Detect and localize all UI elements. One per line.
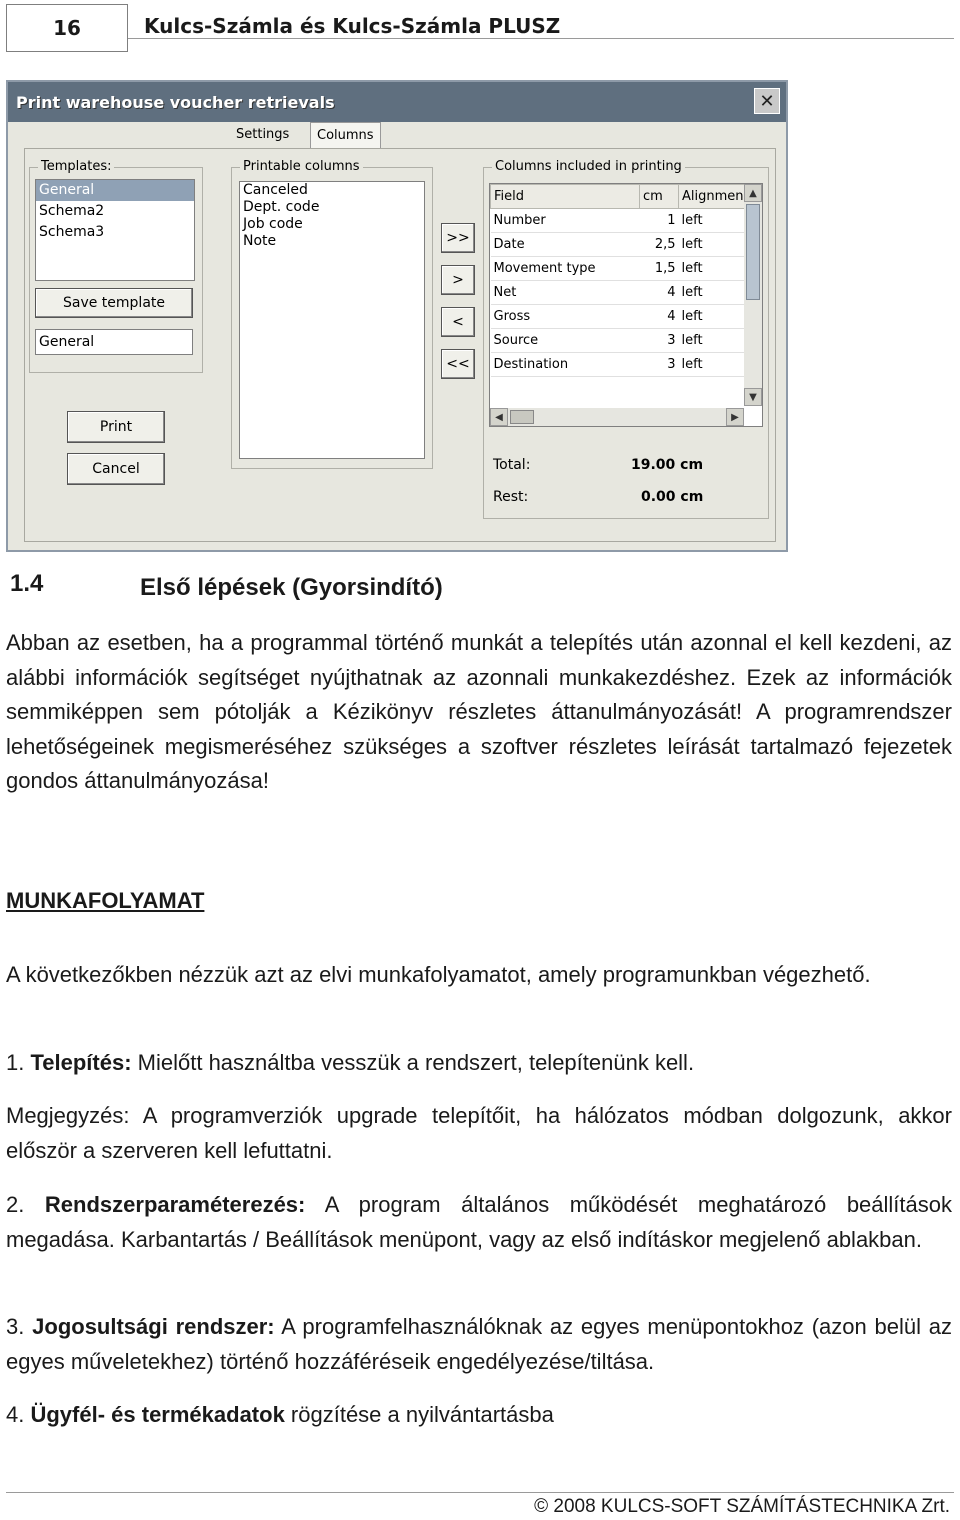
step-3	[6, 1310, 952, 1379]
intro-paragraph: Abban az esetben, ha a programmal történő munkát a telepítés után azonnal el kell kezdeni, az alábbi információk segítséget nyújthatnak az azonnali munkakezdéshez. Ezek az információk semmiképpen sem pótolják a Kézikönyv részletes áttanulmányozását! A programrendszer lehetőségeinek megismeréséhez szükséges a szoftver részletes leírását tartalmazó fejezetek gondos áttanulmányozása!	[6, 630, 952, 793]
document-title: Kulcs-Számla és Kulcs-Számla PLUSZ	[144, 14, 561, 38]
included-columns-label: Columns included in printing	[492, 159, 685, 174]
cell-alignment[interactable]: left	[679, 353, 748, 377]
save-template-button[interactable]: Save template	[35, 288, 193, 318]
remove-button[interactable]: <	[441, 307, 475, 337]
cell-alignment[interactable]: left	[679, 257, 748, 281]
column-header-field[interactable]: Field	[491, 185, 640, 209]
printable-columns-list[interactable]	[239, 181, 425, 459]
cell-field[interactable]: Movement type	[491, 257, 640, 281]
dialog-title: Print warehouse voucher retrievals	[16, 93, 335, 112]
total-label: Total:	[493, 457, 531, 473]
column-row[interactable]	[491, 209, 748, 233]
cell-cm[interactable]: 4	[640, 305, 679, 329]
scroll-down-icon[interactable]: ▼	[744, 388, 762, 406]
templates-label: Templates:	[38, 159, 114, 174]
horizontal-scrollbar[interactable]	[490, 408, 744, 426]
tab-settings[interactable]: Settings	[236, 127, 290, 142]
step-text: A programfelhasználóknak az egyes menüpontokhoz (azon belül az egyes műveletekhez) történő hozzáféréseik engedélyezése/tiltása.	[6, 1314, 952, 1374]
footer-copyright: © 2008 KULCS-SOFT SZÁMÍTÁSTECHNIKA Zrt.	[534, 1496, 950, 1517]
step-1	[6, 1046, 952, 1081]
cell-field[interactable]: Gross	[491, 305, 640, 329]
column-header-cm[interactable]: cm	[640, 185, 679, 209]
dialog-titlebar	[8, 82, 786, 122]
footer-rule	[6, 1492, 954, 1493]
cell-alignment[interactable]: left	[679, 233, 748, 257]
column-row[interactable]	[491, 233, 748, 257]
step-number: 4.	[6, 1402, 25, 1427]
page-header	[6, 4, 954, 52]
horizontal-scroll-thumb[interactable]	[510, 410, 534, 424]
cell-cm[interactable]: 3	[640, 329, 679, 353]
step-text: A program általános működését meghatározó beállítások megadása. Karbantartás / Beállítások menüpont, vagy az első indításkor megjelenő ablakban.	[6, 1192, 953, 1252]
cancel-button[interactable]: Cancel	[67, 453, 165, 485]
scroll-up-icon[interactable]: ▲	[744, 184, 762, 202]
printable-column-item[interactable]: Dept. code	[243, 199, 320, 215]
cell-field[interactable]: Date	[491, 233, 640, 257]
cell-field[interactable]: Destination	[491, 353, 640, 377]
scroll-right-icon[interactable]: ▶	[726, 408, 744, 426]
printable-columns-label: Printable columns	[240, 159, 363, 174]
vertical-scroll-thumb[interactable]	[746, 204, 760, 300]
columns-table	[490, 184, 748, 377]
step-label: Jogosultsági rendszer:	[32, 1314, 275, 1339]
print-button[interactable]: Print	[67, 411, 165, 443]
step-label: Ügyfél- és termékadatok	[30, 1402, 285, 1427]
printable-column-item[interactable]: Canceled	[243, 182, 308, 198]
add-button[interactable]: >	[441, 265, 475, 295]
cell-cm[interactable]: 1,5	[640, 257, 679, 281]
remove-all-button[interactable]: <<	[441, 349, 475, 379]
cell-field[interactable]: Net	[491, 281, 640, 305]
template-item[interactable]: Schema3	[39, 224, 105, 240]
printable-column-item[interactable]: Note	[243, 233, 277, 249]
cell-alignment[interactable]: left	[679, 209, 748, 233]
included-columns-grid[interactable]	[489, 183, 763, 427]
templates-list[interactable]	[35, 179, 195, 281]
cell-cm[interactable]: 1	[640, 209, 679, 233]
cell-cm[interactable]: 4	[640, 281, 679, 305]
template-item[interactable]: General	[36, 180, 194, 201]
cell-cm[interactable]: 2,5	[640, 233, 679, 257]
step-number: 2.	[6, 1192, 25, 1217]
column-row[interactable]	[491, 257, 748, 281]
cell-field[interactable]: Number	[491, 209, 640, 233]
note-text: Megjegyzés: A programverziók upgrade telepítőit, ha hálózatos módban dolgozunk, akkor először a szerveren kell lefuttatni.	[6, 1103, 952, 1163]
column-header-alignment[interactable]: Alignmen	[679, 185, 748, 209]
column-row[interactable]	[491, 305, 748, 329]
step-number: 1.	[6, 1050, 25, 1075]
add-all-button[interactable]: >>	[441, 223, 475, 253]
vertical-scrollbar[interactable]	[744, 184, 762, 406]
scroll-left-icon[interactable]: ◀	[490, 408, 508, 426]
column-row[interactable]	[491, 329, 748, 353]
columns-tab-panel	[24, 148, 776, 542]
step-label: Rendszerparaméterezés:	[44, 1192, 306, 1217]
template-name-field[interactable]: General	[35, 329, 193, 355]
column-row[interactable]	[491, 281, 748, 305]
cell-alignment[interactable]: left	[679, 329, 748, 353]
close-icon[interactable]: ✕	[754, 88, 780, 114]
workflow-intro: A következőkben nézzük azt az elvi munkafolyamatot, amely programunkban végezhető.	[6, 962, 871, 987]
printable-column-item[interactable]: Job code	[243, 216, 303, 232]
cell-alignment[interactable]: left	[679, 281, 748, 305]
section-number: 1.4	[10, 570, 44, 597]
cell-alignment[interactable]: left	[679, 305, 748, 329]
rest-label: Rest:	[493, 489, 529, 505]
step-number: 3.	[6, 1314, 25, 1339]
cell-field[interactable]: Source	[491, 329, 640, 353]
step-text: rögzítése a nyilvántartásba	[284, 1402, 554, 1427]
column-row[interactable]	[491, 353, 748, 377]
workflow-heading: MUNKAFOLYAMAT	[6, 888, 205, 913]
print-dialog	[6, 80, 788, 552]
step-text: Mielőtt használtba vesszük a rendszert, telepítenünk kell.	[131, 1050, 695, 1075]
cell-cm[interactable]: 3	[640, 353, 679, 377]
total-value: 19.00 cm	[631, 457, 704, 473]
step-label: Telepítés:	[30, 1050, 132, 1075]
section-title: Első lépések (Gyorsindító)	[140, 574, 443, 601]
tab-columns[interactable]: Columns	[310, 122, 381, 149]
header-rule	[128, 38, 954, 39]
rest-value: 0.00 cm	[641, 489, 704, 505]
page-number: 16	[6, 4, 128, 52]
note-paragraph	[6, 1099, 952, 1168]
step-2	[6, 1188, 952, 1257]
step-4	[6, 1398, 952, 1433]
template-item[interactable]: Schema2	[39, 203, 105, 219]
